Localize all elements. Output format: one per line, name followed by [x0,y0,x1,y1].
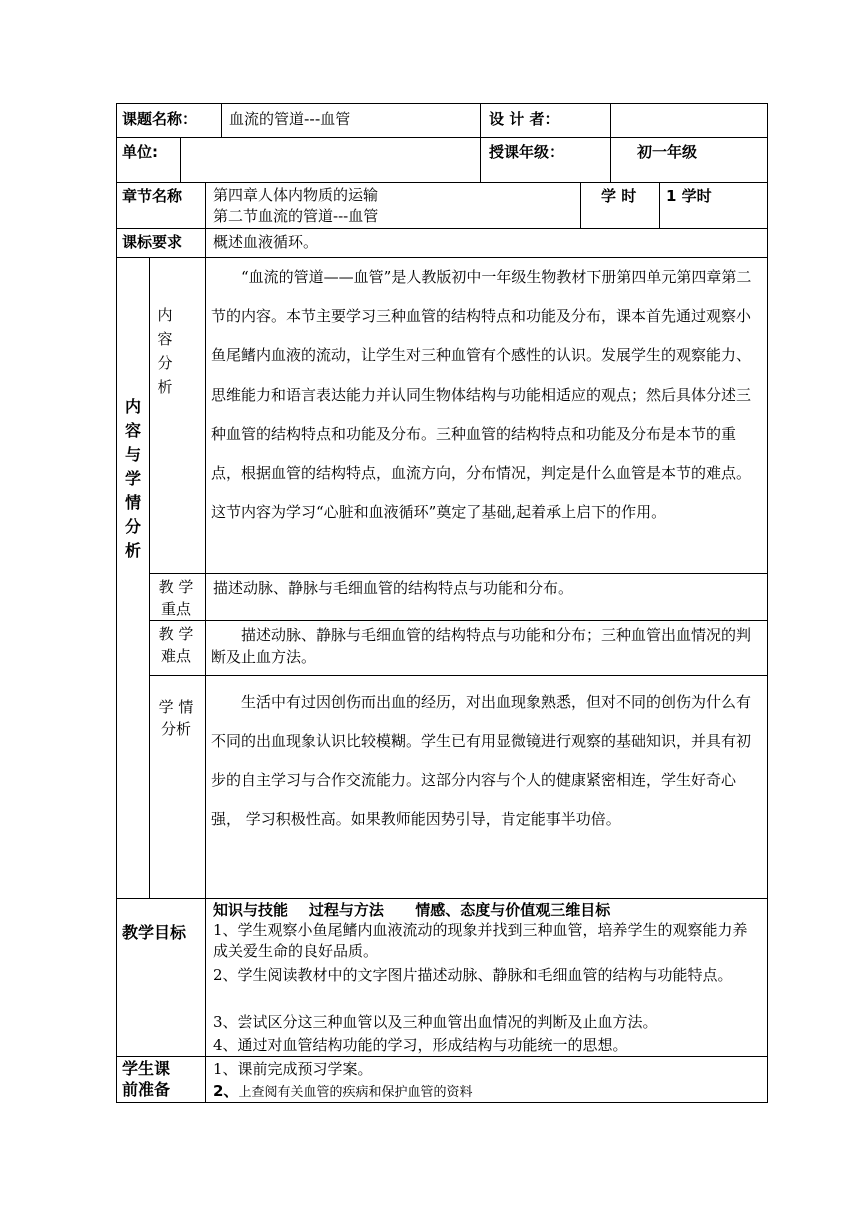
table-border-left [116,103,117,1102]
chapter-line2: 第二节血流的管道---血管 [213,207,379,225]
row-divider [116,228,768,229]
prep-item-1: 1、课前完成预习学案。 [213,1060,373,1078]
col-divider [180,137,181,182]
analysis-outer-label: 内容与学情分析 [124,397,141,560]
goals-item-4: 4、通过对血管结构功能的学习，形成结构与功能统一的思想。 [213,1036,628,1054]
row-divider [116,182,768,183]
goals-item-3: 3、尝试区分这三种血管以及三种血管出血情况的判断及止血方法。 [213,1013,658,1031]
goals-label: 教学目标 [122,923,187,942]
row-divider [149,620,768,621]
hours-value: 1 学时 [666,187,712,205]
col-divider [610,103,611,182]
content-part-2: 本节主要学习三种血管的结构特点和功能及分布，课本首先通过观察小鱼尾鳍内血液的流动，让学生对三种血管有个感性的认识。 [211,307,752,365]
designer-label: 设 计 者： [489,110,560,128]
difficulties-label: 教 学 难点 [158,625,194,665]
prep-item-2-num: 2、 [213,1082,239,1100]
title-value: 血流的管道---血管 [229,110,351,128]
row-divider [116,137,768,138]
chapter-line1: 第四章人体内物质的运输 [213,186,379,204]
grade-value: 初一年级 [637,143,698,161]
students-label: 学 情 分析 [158,698,194,738]
hours-label: 学 时 [601,187,637,205]
content-part-1: “血流的管道——血管”是人教版初中一年级生物教材下册第四单元第四章第二节的内容。 [211,268,752,326]
col-divider [480,103,481,182]
content-part-3: 发展学生的观察能力、思维能力和语言表达能力并认同生物体结构与功能相适应的观点；然后具体分述三种血管的结构特点和功能及分布。三种血管的结构特点和功能及分布是本节的重点，根据血管的结构特点，血流方向，分布情况，判定是什么血管是本节的难点。 [211,346,752,483]
col-divider [221,103,222,137]
col-divider [205,182,206,1102]
difficulties-text: 描述动脉、静脉与毛细血管的结构特点与功能和分布；三种血管出血情况的判断及止血方法。 [211,626,752,666]
grade-label: 授课年级： [489,143,565,161]
key-points-label: 教 学 重点 [158,578,194,618]
row-divider [116,1056,768,1057]
title-label: 课题名称： [122,110,198,128]
chapter-label: 章节名称 [122,187,183,205]
row-divider [149,573,768,574]
prep-item-2-text: 上查阅有关血管的疾病和保护血管的资料 [238,1085,473,1100]
table-border-top [116,103,768,104]
students-part-3: 这部分内容与个人的健康紧密相连，学生好奇心强， 学习积极性高。如果教师能因势引导，肯定能事半功倍。 [211,771,737,828]
content-analysis-text [211,258,761,532]
col-divider [149,257,150,898]
goals-item-2: 2、学生阅读教材中的文字图片描述动脉、静脉和毛细血管的结构与功能特点。 [213,966,733,984]
key-points-text: 描述动脉、静脉与毛细血管的结构特点与功能和分布。 [213,579,574,597]
prep-label-line1: 学生课 [122,1059,171,1078]
content-part-4: 这节内容为学习“心脏和血液循环”奠定了基础,起着承上启下的作用。 [211,503,667,522]
row-divider [116,898,768,899]
table-border-right [767,103,768,1102]
goals-item-1: 1、学生观察小鱼尾鳍内血液流动的现象并找到三种血管，培养学生的观察能力养成关爱生命的良好品质。 [213,921,748,960]
col-divider [580,182,581,228]
prep-item-2 [213,1081,472,1103]
standard-value: 概述血液循环。 [213,233,319,251]
students-part-2: 学生已有用显微镜进行观察的基础知识，并具有初步的自主学习与合作交流能力。 [211,732,752,789]
goals-heading: 知识与技能 过程与方法 情感、态度与价值观三维目标 [213,901,611,919]
standard-label: 课标要求 [122,233,183,251]
row-divider [149,675,768,676]
content-analysis-label: 内容分析 [157,306,173,396]
prep-label-line2: 前准备 [122,1080,171,1099]
students-text [211,683,761,839]
col-divider [659,182,660,228]
unit-label: 单位: [122,143,158,161]
students-part-1: 生活中有过因创伤而出血的经历，对出血现象熟悉，但对不同的创伤为什么有不同的出血现象认识比较模糊。 [211,693,752,750]
